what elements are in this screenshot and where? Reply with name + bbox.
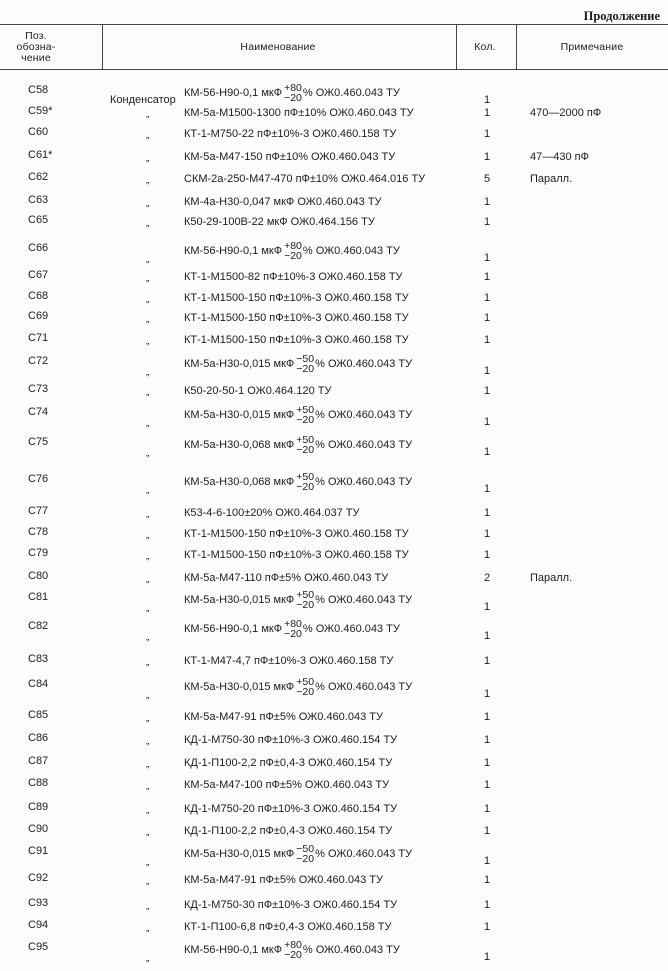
ditto-mark: „ — [146, 603, 150, 614]
row-designation — [184, 844, 412, 864]
row-designation — [184, 312, 409, 324]
row-position: С75 — [28, 436, 49, 448]
designation-text: К50-29-100В-22 мкФ ОЖ0.464.156 ТУ — [184, 216, 375, 228]
row-position: С84 — [28, 678, 49, 690]
row-quantity: 1 — [484, 921, 491, 933]
tolerance-lower: −20 — [296, 414, 315, 426]
row-quantity: 1 — [484, 734, 491, 746]
row-position: С80 — [28, 570, 49, 582]
row-quantity: 1 — [484, 855, 491, 867]
row-quantity: 2 — [484, 572, 491, 584]
ditto-mark: „ — [146, 901, 150, 912]
row-quantity: 1 — [484, 107, 491, 119]
designation-text: КМ-56-Н90-0,1 мкФ — [184, 87, 283, 99]
row-designation — [184, 405, 412, 425]
row-quantity: 1 — [484, 688, 491, 700]
continuation-label: Продолжение — [583, 9, 660, 23]
row-designation — [184, 435, 412, 455]
ditto-mark: „ — [146, 805, 150, 816]
ditto-mark: „ — [146, 857, 150, 868]
designation-text: КД-1-П100-2,2 пФ±0,4-3 ОЖ0.460.154 ТУ — [184, 757, 393, 769]
tolerance-fraction — [284, 940, 302, 960]
row-position: С95 — [28, 941, 49, 953]
row-designation — [184, 151, 395, 163]
designation-suffix: % ОЖ0.460.043 ТУ — [315, 681, 413, 693]
header-quantity: Кол. — [474, 41, 496, 53]
tolerance-fraction — [284, 619, 302, 639]
ditto-mark: „ — [146, 632, 150, 643]
designation-text: КД-1-П100-2,2 пФ±0,4-3 ОЖ0.460.154 ТУ — [184, 825, 393, 837]
row-quantity: 1 — [484, 446, 491, 458]
row-position: С81 — [28, 591, 49, 603]
designation-text: К53-4-6-100±20% ОЖ0.464.037 ТУ — [184, 507, 360, 519]
row-position: С93 — [28, 897, 49, 909]
tolerance-lower: −20 — [296, 686, 315, 698]
row-position: С77 — [28, 505, 49, 517]
row-quantity: 1 — [484, 630, 491, 642]
row-designation — [184, 472, 412, 492]
designation-suffix: % ОЖ0.460.043 ТУ — [315, 358, 413, 370]
ditto-mark: „ — [146, 367, 150, 378]
tolerance-lower: −20 — [296, 444, 315, 456]
row-position: С88 — [28, 777, 49, 789]
tolerance-upper: +80 — [284, 939, 302, 951]
row-quantity: 1 — [484, 128, 491, 140]
ditto-mark: „ — [146, 387, 150, 398]
tolerance-fraction — [284, 83, 302, 103]
ditto-mark: „ — [146, 485, 150, 496]
row-position: С83 — [28, 653, 49, 665]
row-note: 470—2000 пФ — [530, 107, 602, 119]
designation-text: КТ-1-М1500-150 пФ±10%-3 ОЖ0.460.158 ТУ — [184, 334, 409, 346]
row-position: С89 — [28, 801, 49, 813]
ditto-mark: „ — [146, 218, 150, 229]
ditto-mark: „ — [146, 574, 150, 585]
row-quantity: 1 — [484, 874, 491, 886]
row-position: С63 — [28, 194, 49, 206]
row-quantity: 1 — [484, 825, 491, 837]
designation-text: КМ-5а-Н30-0,015 мкФ — [184, 358, 295, 370]
tolerance-upper: +50 — [296, 404, 315, 416]
component-type: Конденсатор — [110, 94, 176, 106]
row-note: Паралл. — [530, 572, 573, 584]
row-position: С62 — [28, 171, 49, 183]
row-designation — [184, 757, 392, 769]
row-position: С79 — [28, 547, 49, 559]
tolerance-fraction — [284, 241, 302, 261]
row-position: С78 — [28, 526, 49, 538]
row-position: С87 — [28, 755, 49, 767]
row-quantity: 1 — [484, 365, 491, 377]
row-position: С59* — [28, 105, 53, 117]
ditto-mark: „ — [146, 175, 150, 186]
designation-text: КМ-56-Н90-0,1 мкФ — [184, 623, 283, 635]
designation-text: КТ-1-М1500-82 пФ±10%-3 ОЖ0.460.158 ТУ — [184, 271, 403, 283]
ditto-mark: „ — [146, 827, 150, 838]
row-designation — [184, 803, 397, 815]
ditto-mark: „ — [146, 294, 150, 305]
tolerance-upper: −50 — [296, 353, 315, 365]
row-designation — [184, 528, 409, 540]
ditto-mark: „ — [146, 690, 150, 701]
row-position: С65 — [28, 214, 49, 226]
tolerance-lower: −20 — [296, 363, 315, 375]
row-designation — [184, 899, 397, 911]
tolerance-fraction — [296, 435, 314, 455]
ditto-mark: „ — [146, 130, 150, 141]
row-designation — [184, 590, 412, 610]
designation-text: КМ-56-Н90-0,1 мкФ — [184, 245, 283, 257]
tolerance-upper: +50 — [296, 471, 315, 483]
row-quantity: 1 — [484, 216, 491, 228]
row-designation — [184, 940, 400, 960]
row-quantity: 1 — [484, 292, 491, 304]
row-designation — [184, 196, 382, 208]
designation-text: КД-1-М750-30 пФ±10%-3 ОЖ0.460.154 ТУ — [184, 899, 398, 911]
designation-text: КМ-5а-Н30-0,068 мкФ — [184, 476, 295, 488]
designation-suffix: % ОЖ0.460.043 ТУ — [302, 623, 400, 635]
row-designation — [184, 107, 414, 119]
tolerance-fraction — [296, 844, 314, 864]
ditto-mark: „ — [146, 923, 150, 934]
row-position: С73 — [28, 383, 49, 395]
row-designation — [184, 655, 393, 667]
designation-suffix: % ОЖ0.460.043 ТУ — [302, 944, 400, 956]
ditto-mark: „ — [146, 876, 150, 887]
row-designation — [184, 711, 383, 723]
header-position-line: чение — [21, 51, 51, 64]
designation-text: КМ-5а-Н30-0,068 мкФ — [184, 439, 295, 451]
row-designation — [184, 677, 412, 697]
designation-text: КТ-1-М750-22 пФ±10%-3 ОЖ0.460.158 ТУ — [184, 128, 397, 140]
ditto-mark: „ — [146, 273, 150, 284]
row-quantity: 1 — [484, 549, 491, 561]
ditto-mark: „ — [146, 657, 150, 668]
designation-text: КМ-5а-Н30-0,015 мкФ — [184, 409, 295, 421]
tolerance-upper: +50 — [296, 434, 315, 446]
tolerance-lower: −20 — [284, 92, 302, 104]
row-quantity: 1 — [484, 655, 491, 667]
row-note: Паралл. — [530, 173, 573, 185]
designation-text: КМ-5а-М47-91 пФ±5% ОЖ0.460.043 ТУ — [184, 874, 383, 886]
designation-text: КМ-5а-Н30-0,015 мкФ — [184, 848, 295, 860]
tolerance-lower: −20 — [296, 481, 315, 493]
ditto-mark: „ — [146, 153, 150, 164]
row-position: С94 — [28, 919, 49, 931]
ditto-mark: „ — [146, 736, 150, 747]
ditto-mark: „ — [146, 418, 150, 429]
ditto-mark: „ — [146, 198, 150, 209]
designation-text: КТ-1-М1500-150 пФ±10%-3 ОЖ0.460.158 ТУ — [184, 549, 409, 561]
tolerance-upper: −50 — [296, 843, 315, 855]
row-position: С90 — [28, 823, 49, 835]
designation-suffix: % ОЖ0.460.043 ТУ — [315, 439, 413, 451]
row-position: С72 — [28, 355, 49, 367]
row-designation — [184, 734, 397, 746]
designation-suffix: % ОЖ0.460.043 ТУ — [315, 409, 413, 421]
header-position — [6, 25, 66, 69]
row-position: С92 — [28, 872, 49, 884]
row-quantity: 1 — [484, 711, 491, 723]
ditto-mark: „ — [146, 713, 150, 724]
row-note: 47—430 пФ — [530, 151, 589, 163]
row-quantity: 1 — [484, 416, 491, 428]
designation-text: КТ-1-М1500-150 пФ±10%-3 ОЖ0.460.158 ТУ — [184, 292, 409, 304]
designation-text: КМ-5а-Н30-0,015 мкФ — [184, 681, 295, 693]
row-designation — [184, 619, 400, 639]
tolerance-lower: −20 — [284, 949, 302, 961]
tolerance-fraction — [296, 405, 314, 425]
row-quantity: 1 — [484, 271, 491, 283]
row-position: С82 — [28, 620, 49, 632]
designation-suffix: % ОЖ0.460.043 ТУ — [315, 594, 413, 606]
tolerance-upper: +80 — [284, 618, 302, 630]
row-quantity: 1 — [484, 334, 491, 346]
row-quantity: 1 — [484, 507, 491, 519]
row-position: С91 — [28, 845, 49, 857]
row-designation — [184, 334, 409, 346]
designation-text: КМ-56-Н90-0,1 мкФ — [184, 944, 283, 956]
tolerance-lower: −20 — [284, 250, 302, 262]
ditto-mark: „ — [146, 448, 150, 459]
ditto-mark: „ — [146, 109, 150, 120]
ditto-mark: „ — [146, 314, 150, 325]
header-note: Примечание — [560, 41, 624, 53]
table-header — [0, 24, 668, 70]
row-designation — [184, 385, 331, 397]
tolerance-fraction — [296, 354, 314, 374]
ditto-mark: „ — [146, 336, 150, 347]
designation-text: КМ-5а-М1500-1300 пФ±10% ОЖ0.460.043 ТУ — [184, 107, 414, 119]
designation-text: КМ-5а-М47-150 пФ±10% ОЖ0.460.043 ТУ — [184, 151, 396, 163]
row-quantity: 1 — [484, 803, 491, 815]
row-quantity: 1 — [484, 385, 491, 397]
designation-text: КТ-1-М1500-150 пФ±10%-3 ОЖ0.460.158 ТУ — [184, 528, 409, 540]
tolerance-upper: +50 — [296, 589, 315, 601]
row-position: С60 — [28, 126, 49, 138]
row-position: С68 — [28, 290, 49, 302]
row-position: С58 — [28, 84, 49, 96]
row-position: С86 — [28, 732, 49, 744]
row-designation — [184, 549, 409, 561]
ditto-mark: „ — [146, 530, 150, 541]
designation-text: КТ-1-П100-6,8 пФ±0,4-3 ОЖ0.460.158 ТУ — [184, 921, 392, 933]
row-designation — [184, 83, 400, 103]
row-quantity: 1 — [484, 483, 491, 495]
ditto-mark: „ — [146, 781, 150, 792]
row-quantity: 1 — [484, 196, 491, 208]
designation-text: КМ-5а-М47-100 пФ±5% ОЖ0.460.043 ТУ — [184, 779, 390, 791]
row-position: С85 — [28, 709, 49, 721]
row-position: С69 — [28, 310, 49, 322]
header-name: Наименование — [240, 41, 316, 53]
ditto-mark: „ — [146, 509, 150, 520]
designation-text: КТ-1-М47-4,7 пФ±10%-3 ОЖ0.460.158 ТУ — [184, 655, 394, 667]
tolerance-fraction — [296, 677, 314, 697]
row-designation — [184, 128, 396, 140]
row-designation — [184, 241, 400, 261]
row-position: С76 — [28, 473, 49, 485]
tolerance-lower: −20 — [284, 628, 302, 640]
row-designation — [184, 271, 403, 283]
designation-text: КД-1-М750-30 пФ±10%-3 ОЖ0.460.154 ТУ — [184, 734, 398, 746]
row-designation — [184, 572, 388, 584]
row-position: С66 — [28, 242, 49, 254]
designation-suffix: % ОЖ0.460.043 ТУ — [315, 476, 413, 488]
designation-text: К50-20-50-1 ОЖ0.464.120 ТУ — [184, 385, 332, 397]
row-position: С74 — [28, 406, 49, 418]
tolerance-lower: −20 — [296, 599, 315, 611]
tolerance-upper: +80 — [284, 240, 302, 252]
row-quantity: 1 — [484, 312, 491, 324]
ditto-mark: „ — [146, 551, 150, 562]
row-quantity: 1 — [484, 151, 491, 163]
designation-suffix: % ОЖ0.460.043 ТУ — [315, 848, 413, 860]
row-quantity: 1 — [484, 951, 491, 963]
row-quantity: 1 — [484, 601, 491, 613]
row-quantity: 1 — [484, 528, 491, 540]
designation-text: КТ-1-М1500-150 пФ±10%-3 ОЖ0.460.158 ТУ — [184, 312, 409, 324]
row-designation — [184, 921, 392, 933]
ditto-mark: „ — [146, 254, 150, 265]
row-position: С61* — [28, 149, 53, 161]
row-designation — [184, 354, 412, 374]
designation-text: КД-1-М750-20 пФ±10%-3 ОЖ0.460.154 ТУ — [184, 803, 398, 815]
tolerance-upper: +50 — [296, 676, 315, 688]
row-position: С67 — [28, 269, 49, 281]
tolerance-upper: +80 — [284, 82, 302, 94]
designation-text: КМ-4а-Н30-0,047 мкФ ОЖ0.460.043 ТУ — [184, 196, 382, 208]
row-quantity: 1 — [484, 252, 491, 264]
tolerance-fraction — [296, 472, 314, 492]
row-quantity: 1 — [484, 779, 491, 791]
row-quantity: 5 — [484, 173, 491, 185]
row-quantity: 1 — [484, 899, 491, 911]
designation-suffix: % ОЖ0.460.043 ТУ — [302, 245, 400, 257]
tolerance-fraction — [296, 590, 314, 610]
header-position-line: обозна- — [16, 40, 56, 53]
row-designation — [184, 874, 383, 886]
row-designation — [184, 173, 425, 185]
designation-text: СКМ-2а-250-М47-470 пФ±10% ОЖ0.464.016 ТУ — [184, 173, 426, 185]
row-designation — [184, 216, 375, 228]
designation-text: КМ-5а-М47-110 пФ±5% ОЖ0.460.043 ТУ — [184, 572, 389, 584]
row-designation — [184, 779, 389, 791]
row-designation — [184, 825, 392, 837]
designation-text: КМ-5а-М47-91 пФ±5% ОЖ0.460.043 ТУ — [184, 711, 383, 723]
designation-suffix: % ОЖ0.460.043 ТУ — [302, 87, 400, 99]
row-quantity: 1 — [484, 94, 491, 106]
row-quantity: 1 — [484, 757, 491, 769]
ditto-mark: „ — [146, 953, 150, 964]
row-designation — [184, 507, 360, 519]
header-position-line: Поз. — [25, 29, 47, 42]
ditto-mark: „ — [146, 759, 150, 770]
row-position: С71 — [28, 332, 49, 344]
row-designation — [184, 292, 409, 304]
tolerance-lower: −20 — [296, 853, 315, 865]
designation-text: КМ-5а-Н30-0,015 мкФ — [184, 594, 295, 606]
